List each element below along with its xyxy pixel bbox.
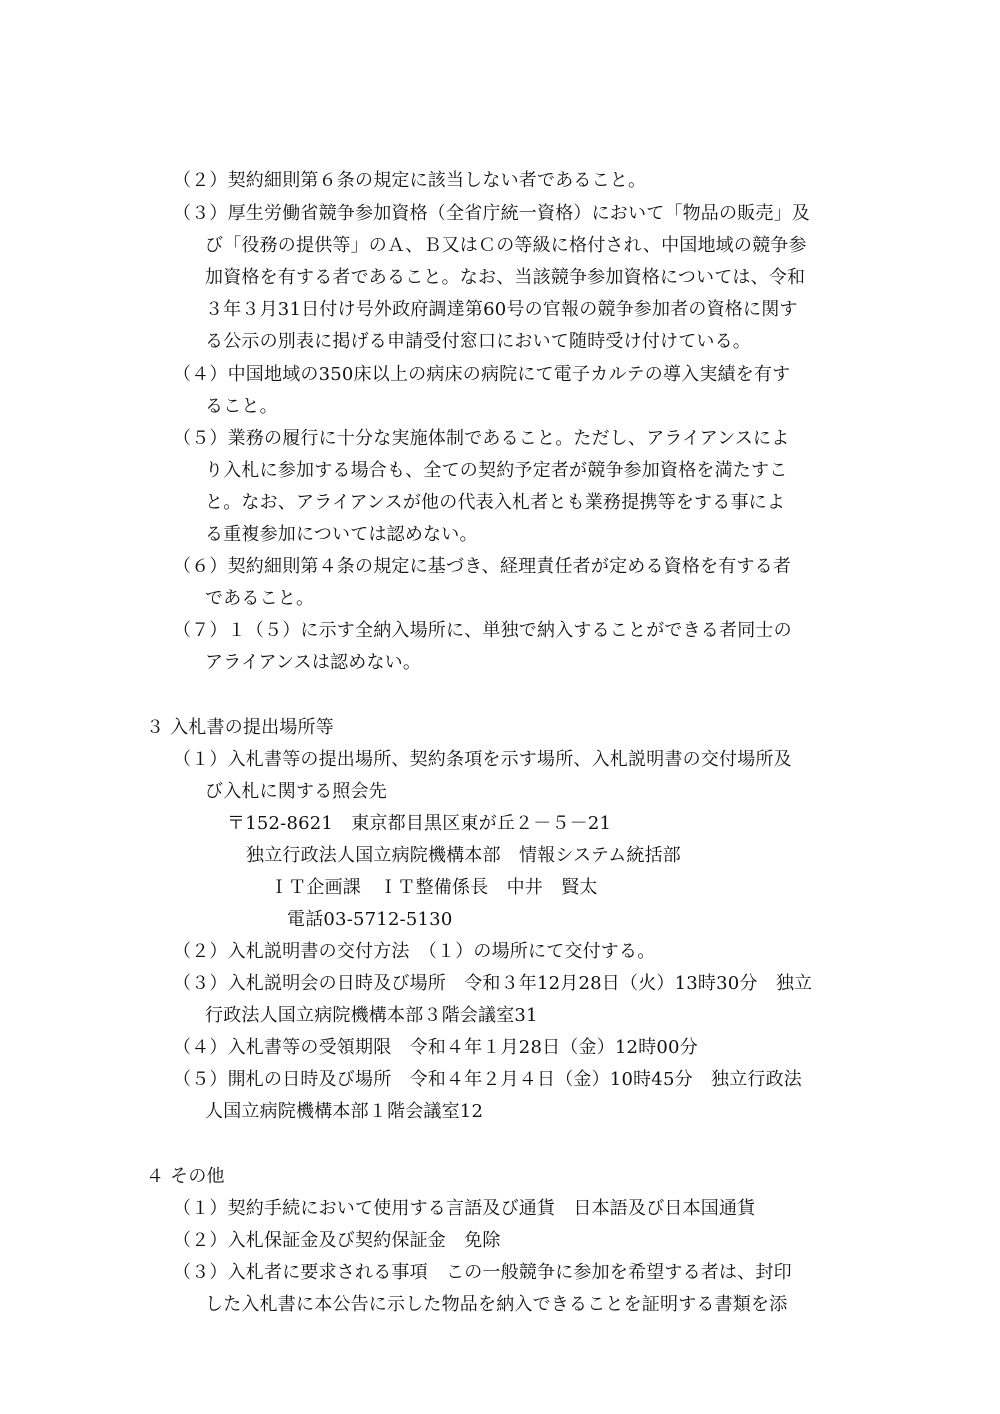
section3-heading: ３ 入札書の提出場所等 [146,717,334,738]
address-organization: 独立行政法人国立病院機構本部 情報システム統括部 [246,845,681,866]
s2-item7-line1: （７）１（５）に示す全納入場所に、単独で納入することができる者同士の [173,620,792,641]
s3-item1-line1: （１）入札書等の提出場所、契約条項を示す場所、入札説明書の交付場所及 [173,749,792,770]
s4-item2-line1: （２）入札保証金及び契約保証金 免除 [173,1230,501,1251]
s4-item3-line2: した入札書に本公告に示した物品を納入できることを証明する書類を添 [205,1294,788,1315]
s2-item7-line2: アライアンスは認めない。 [205,652,422,673]
s2-item3-line4: ３年３月31日付け号外政府調達第60号の官報の競争参加者の資格に関す [205,299,798,320]
s2-item6-line2: であること。 [205,588,315,609]
s2-item3-line1: （３）厚生労働省競争参加資格（全省庁統一資格）において「物品の販売」及 [173,203,810,224]
s3-item3-line2: 行政法人国立病院機構本部３階会議室31 [205,1005,538,1026]
s2-item4-line1: （４）中国地域の350床以上の病床の病院にて電子カルテの導入実績を有す [173,364,791,385]
s3-item1-line2: び入札に関する照会先 [205,781,387,802]
s2-item3-line2: び「役務の提供等」のＡ、Ｂ又はＣの等級に格付され、中国地域の競争参 [205,235,807,256]
s2-item5-line3: と。なお、アライアンスが他の代表入札者とも業務提携等をする事によ [205,492,786,513]
s3-item5-line2: 人国立病院機構本部１階会議室12 [205,1101,484,1122]
address-department: ＩＴ企画課 ＩＴ整備係長 中井 賢太 [270,877,598,898]
s3-item5-line1: （５）開札の日時及び場所 令和４年２月４日（金）10時45分 独立行政法 [173,1069,803,1090]
s2-item2-line1: （２）契約細則第６条の規定に該当しない者であること。 [173,170,647,191]
s2-item6-line1: （６）契約細則第４条の規定に基づき、経理責任者が定める資格を有する者 [173,556,792,577]
s3-item3-line1: （３）入札説明会の日時及び場所 令和３年12月28日（火）13時30分 独立 [173,973,813,994]
s4-item3-line1: （３）入札者に要求される事項 この一般競争に参加を希望する者は、封印 [173,1262,792,1283]
s3-item4-line1: （４）入札書等の受領期限 令和４年１月28日（金）12時00分 [173,1037,698,1058]
address-telephone: 電話03-5712-5130 [287,909,453,930]
s2-item4-line2: ること。 [205,396,278,417]
s3-item2-line1: （２）入札説明書の交付方法 （１）の場所にて交付する。 [173,941,656,962]
s4-item1-line1: （１）契約手続において使用する言語及び通貨 日本語及び日本国通貨 [173,1198,756,1219]
address-postal: 〒152-8621 東京都目黒区東が丘２－５－21 [227,813,612,834]
s2-item5-line1: （５）業務の履行に十分な実施体制であること。ただし、アライアンスによ [173,428,790,449]
section4-heading: ４ その他 [146,1166,225,1187]
s2-item3-line3: 加資格を有する者であること。なお、当該競争参加資格については、令和 [205,267,806,288]
s2-item5-line2: り入札に参加する場合も、全ての契約予定者が競争参加資格を満たすこ [205,460,788,481]
s2-item5-line4: る重複参加については認めない。 [205,524,478,545]
s2-item3-line5: る公示の別表に掲げる申請受付窓口において随時受け付けている。 [205,331,751,352]
